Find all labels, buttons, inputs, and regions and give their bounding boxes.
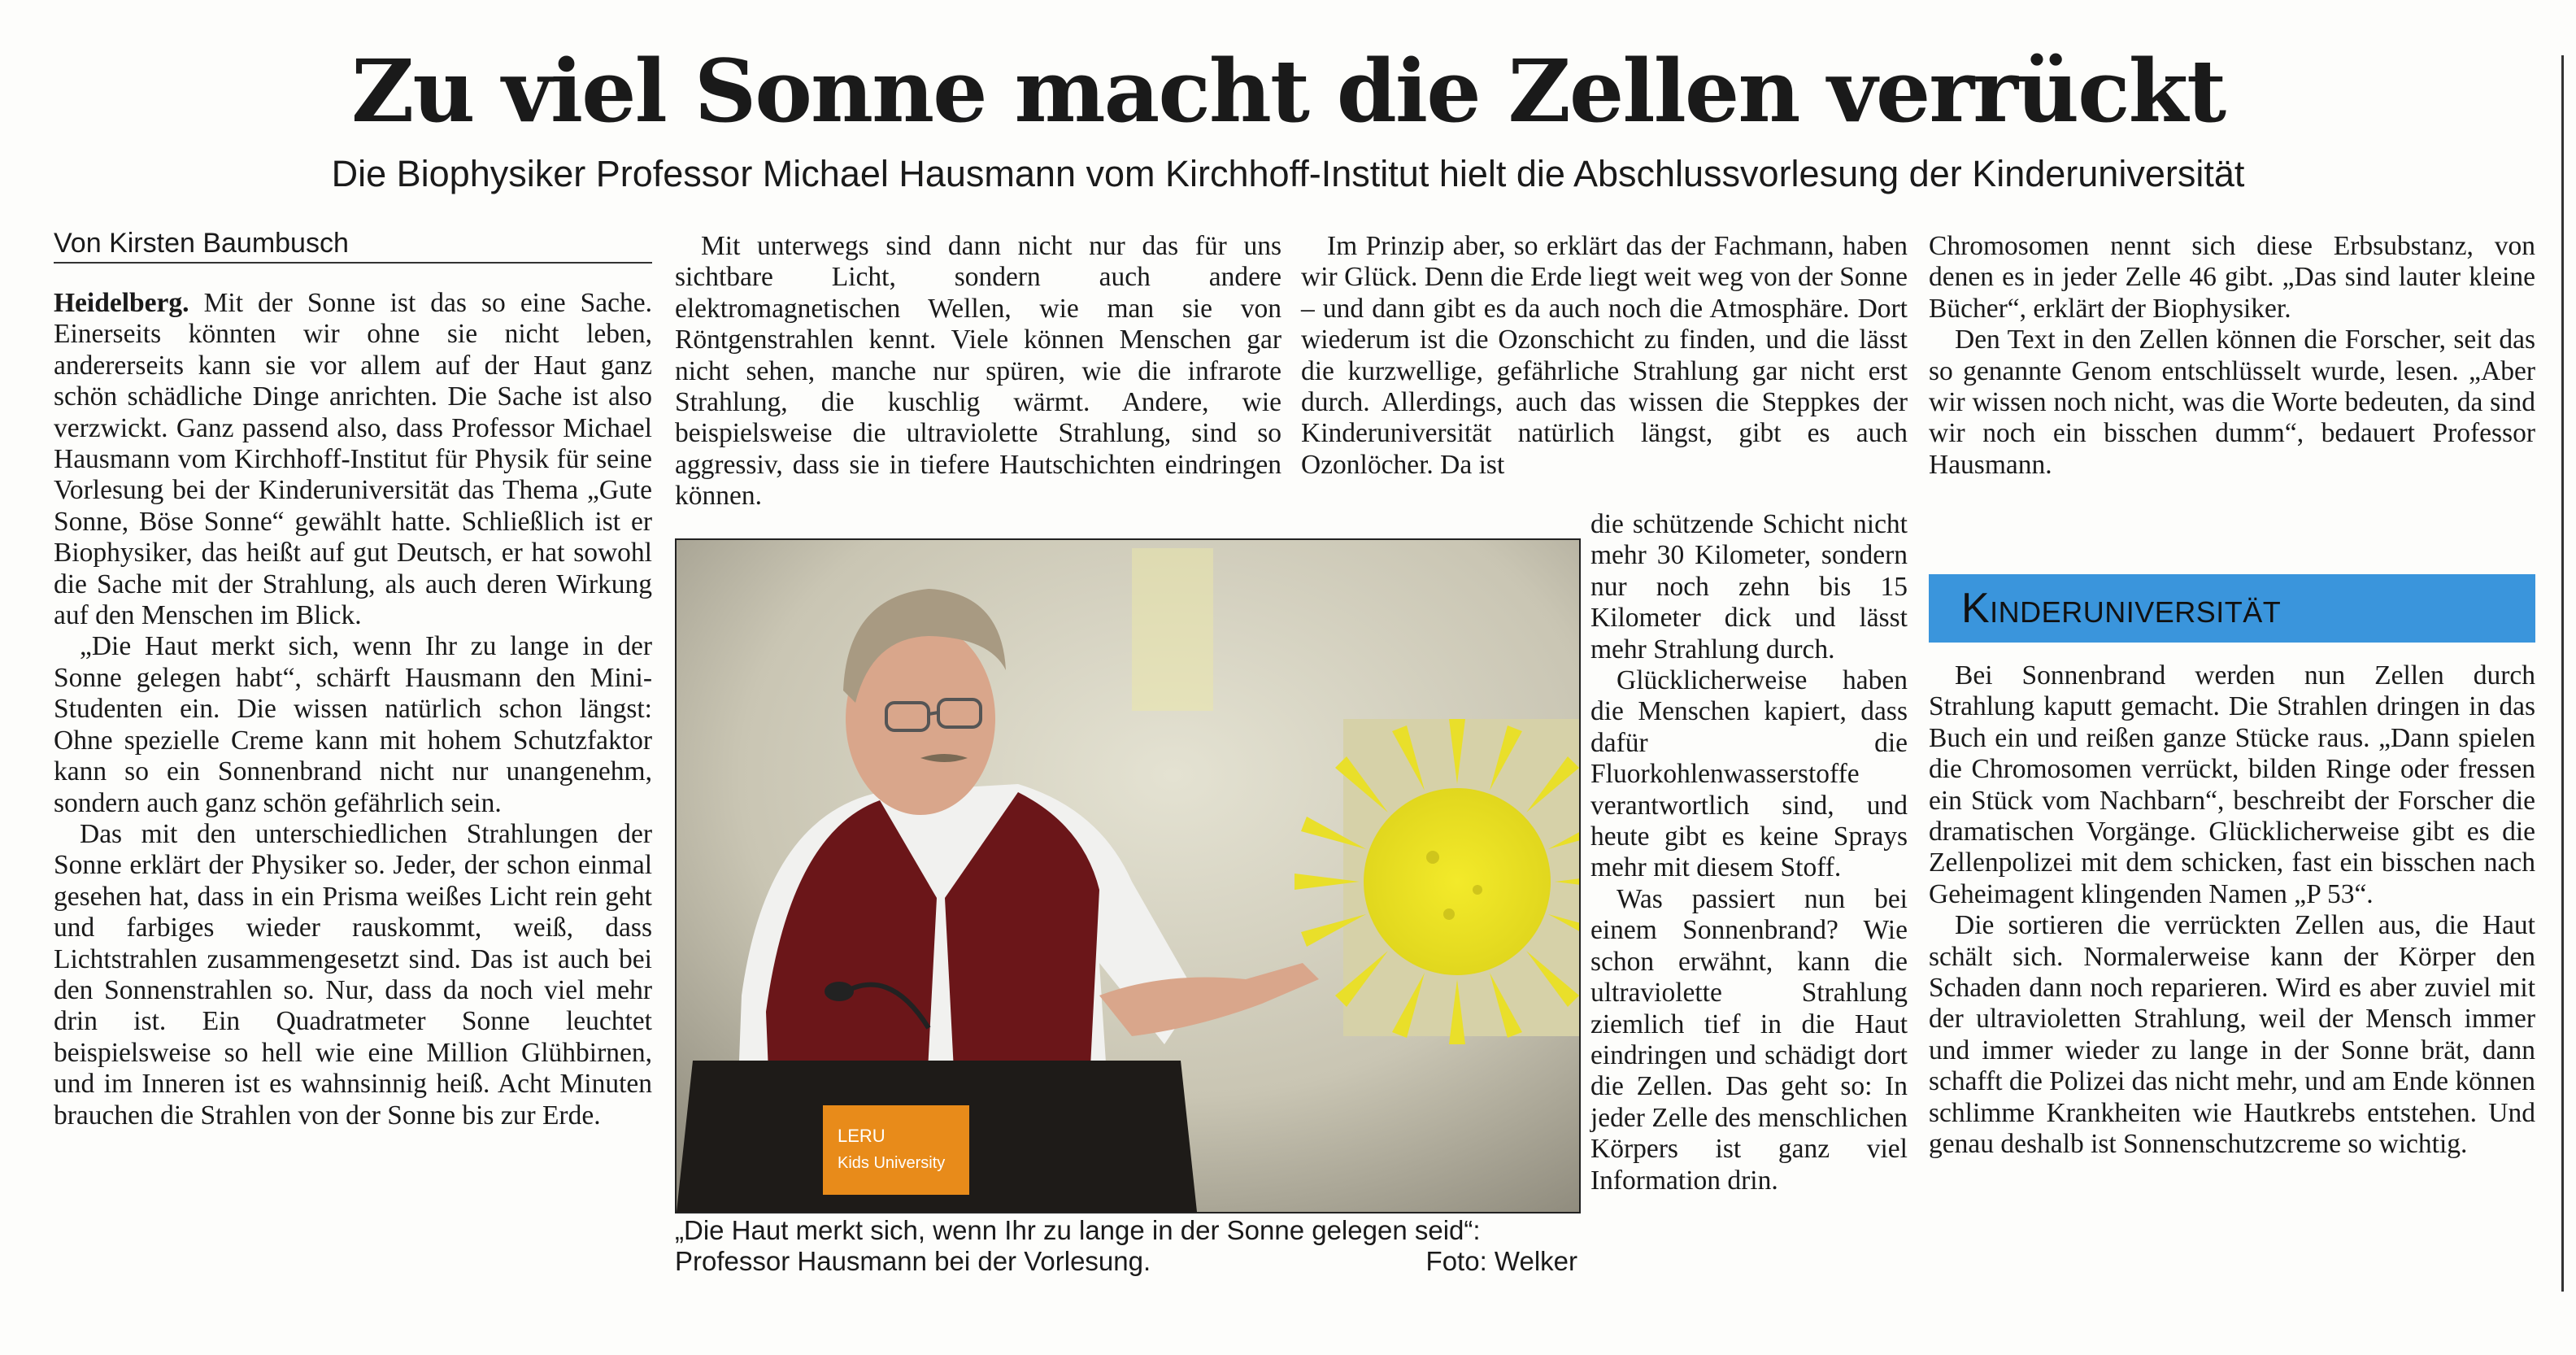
dateline: Heidelberg. xyxy=(54,288,189,318)
paragraph: Glücklicherweise haben die Menschen kapiert, dass dafür die Fluorkohlenwasserstoffe verantwortlich sind, und heute gibt es keine Sprays mehr mit diesem Stoff. xyxy=(1590,665,1908,883)
paragraph: Was passiert nun bei einem Sonnenbrand? Wie schon erwähnt, kann die ultraviolette Strahlung ziemlich tief in die Haut eindringen und schädigt dort die Zellen. Das geht so: In jeder Zelle des menschlichen Körpers ist ganz viel Information drin. xyxy=(1590,883,1908,1196)
paragraph: Die sortieren die verrückten Zellen aus, die Haut schält sich. Normalerweise kann der Körper den Schaden dann noch reparieren. Wird es aber zuviel mit der ultravioletten Strahlung, weil der Mensch immer und immer wieder zu lange in der Sonne brät, dann schafft die Polizei das nicht mehr, und am Ende können schlimme Krankheiten wie Hautkrebs entstehen. Und genau deshalb ist Sonnenschutzcreme so wichtig. xyxy=(1929,910,2536,1160)
column-4-top xyxy=(1929,231,2535,481)
photo-caption xyxy=(675,1215,1577,1277)
byline: Von Kirsten Baumbusch xyxy=(54,226,652,264)
lectern-label-1: LERU xyxy=(838,1126,886,1146)
column-3-top xyxy=(1301,231,1908,481)
paragraph: Mit unterwegs sind dann nicht nur das für uns sichtbare Licht, sondern auch andere elektromagnetischen Wellen, wie man sie von Röntgenstrahlen kennt. Viele können Menschen gar nicht sehen, manche nur spüren, wie die infrarote Strahlung, die kuschlig wärmt. Andere, wie beispielsweise die ultraviolette Strahlung, sind so aggressiv, dass sie in tiefere Hautschichten eindringen können. xyxy=(675,231,1281,512)
photo-credit: Foto: Welker xyxy=(1425,1246,1577,1276)
caption-text: „Die Haut merkt sich, wenn Ihr zu lange in der Sonne gelegen seid“: Professor Hausmann bei der Vorlesung. xyxy=(675,1215,1481,1276)
lecture-photo xyxy=(675,538,1581,1213)
column-2 xyxy=(675,231,1281,512)
paragraph: Chromosomen nennt sich diese Erbsubstanz, von denen es in jeder Zelle 46 gibt. „Das sind lauter kleine Bücher“, erklärt der Biophysiker. xyxy=(1929,231,2535,324)
headline: Zu viel Sonne macht die Zellen verrückt xyxy=(350,40,2226,142)
column-1 xyxy=(54,288,652,1131)
paragraph xyxy=(54,288,652,631)
paragraph: die schützende Schicht nicht mehr 30 Kilometer, sondern nur noch zehn bis 15 Kilometer dick und lässt mehr Strahlung durch. xyxy=(1590,509,1908,664)
kicker-text: Kinderuniversität xyxy=(1961,585,2282,632)
lecture-photo-illustration xyxy=(677,540,1579,1212)
subheadline: Die Biophysiker Professor Michael Hausmann vom Kirchhoff-Institut hielt die Abschlussvorlesung der Kinderuniversität xyxy=(331,153,2245,194)
paragraph: Das mit den unterschiedlichen Strahlungen der Sonne erklärt der Physiker so. Jeder, der schon einmal gesehen hat, dass in ein Prisma weißes Licht rein geht und farbiges wieder rauskommt, weiß, dass Lichtstrahlen zusammengesetzt sind. Das ist auch bei den Sonnenstrahlen so. Nur, dass da noch viel mehr drin ist. Ein Quadratmeter Sonne leuchtet beispielsweise so hell wie eine Million Glühbirnen, und im Inneren ist es wahnsinnig heiß. Acht Minuten brauchen die Strahlen von der Sonne bis zur Erde. xyxy=(54,818,652,1131)
paragraph-text: Mit der Sonne ist das so eine Sache. Einerseits könnten wir ohne sie nicht leben, andererseits kann sie vor allem auf der Haut ganz schön schädliche Dinge anrichten. Die Sache ist also verzwickt. Ganz passend also, dass Professor Michael Hausmann vom Kirchhoff-Institut für Physik für seine Vorlesung bei der Kinderuniversität das Thema „Gute Sonne, Böse Sonne“ gewählt hatte. Schließlich ist er Biophysiker, das heißt auf gut Deutsch, er hat sowohl die Sache mit der Strahlung, als auch deren Wirkung auf den Menschen im Blick. xyxy=(54,288,653,631)
lectern-label-2: Kids University xyxy=(838,1154,946,1172)
paragraph: Den Text in den Zellen können die Forscher, seit das so genannte Genom entschlüsselt wurde, lesen. „Aber wir wissen noch nicht, was die Worte bedeuten, da sind wir noch ein bisschen dumm“, bedauert Professor Hausmann. xyxy=(1929,325,2535,480)
paragraph: Im Prinzip aber, so erklärt das der Fachmann, haben wir Glück. Denn die Erde liegt weit weg von der Sonne – und dann gibt es da auch noch die Atmosphäre. Dort wiederum ist die Ozonschicht zu finden, und die lässt die kurzwellige, gefährliche Strahlung gar nicht erst durch. Allerdings, auch das wissen die Steppkes der Kinderuniversität natürlich längst, gibt es auch Ozonlöcher. Da ist xyxy=(1301,231,1908,480)
paragraph: Bei Sonnenbrand werden nun Zellen durch Strahlung kaputt gemacht. Die Strahlen dringen in das Buch ein und reißen ganze Stücke raus. „Dann spielen die Chromosomen verrückt, bilden Ringe oder fressen ein Stück vom Nachbarn“, beschreibt der Forscher die dramatischen Vorgänge. Glücklicherweise gibt es die Zellenpolizei mit dem schicken, fast ein bisschen nach Geheimagent klingenden Namen „P 53“. xyxy=(1929,660,2535,909)
paragraph: „Die Haut merkt sich, wenn Ihr zu lange in der Sonne gelegen habt“, schärft Hausmann den Mini-Studenten ein. Die wissen natürlich schon längst: Ohne spezielle Creme kann mit hohem Schutzfaktor kann so ein Sonnenbrand nicht nur unangenehm, sondern auch ganz schön gefährlich sein. xyxy=(54,631,652,818)
section-kicker xyxy=(1929,574,2535,643)
column-rule xyxy=(2561,55,2564,1292)
column-3-narrow xyxy=(1590,509,1908,1196)
column-4-bottom xyxy=(1929,660,2535,1161)
